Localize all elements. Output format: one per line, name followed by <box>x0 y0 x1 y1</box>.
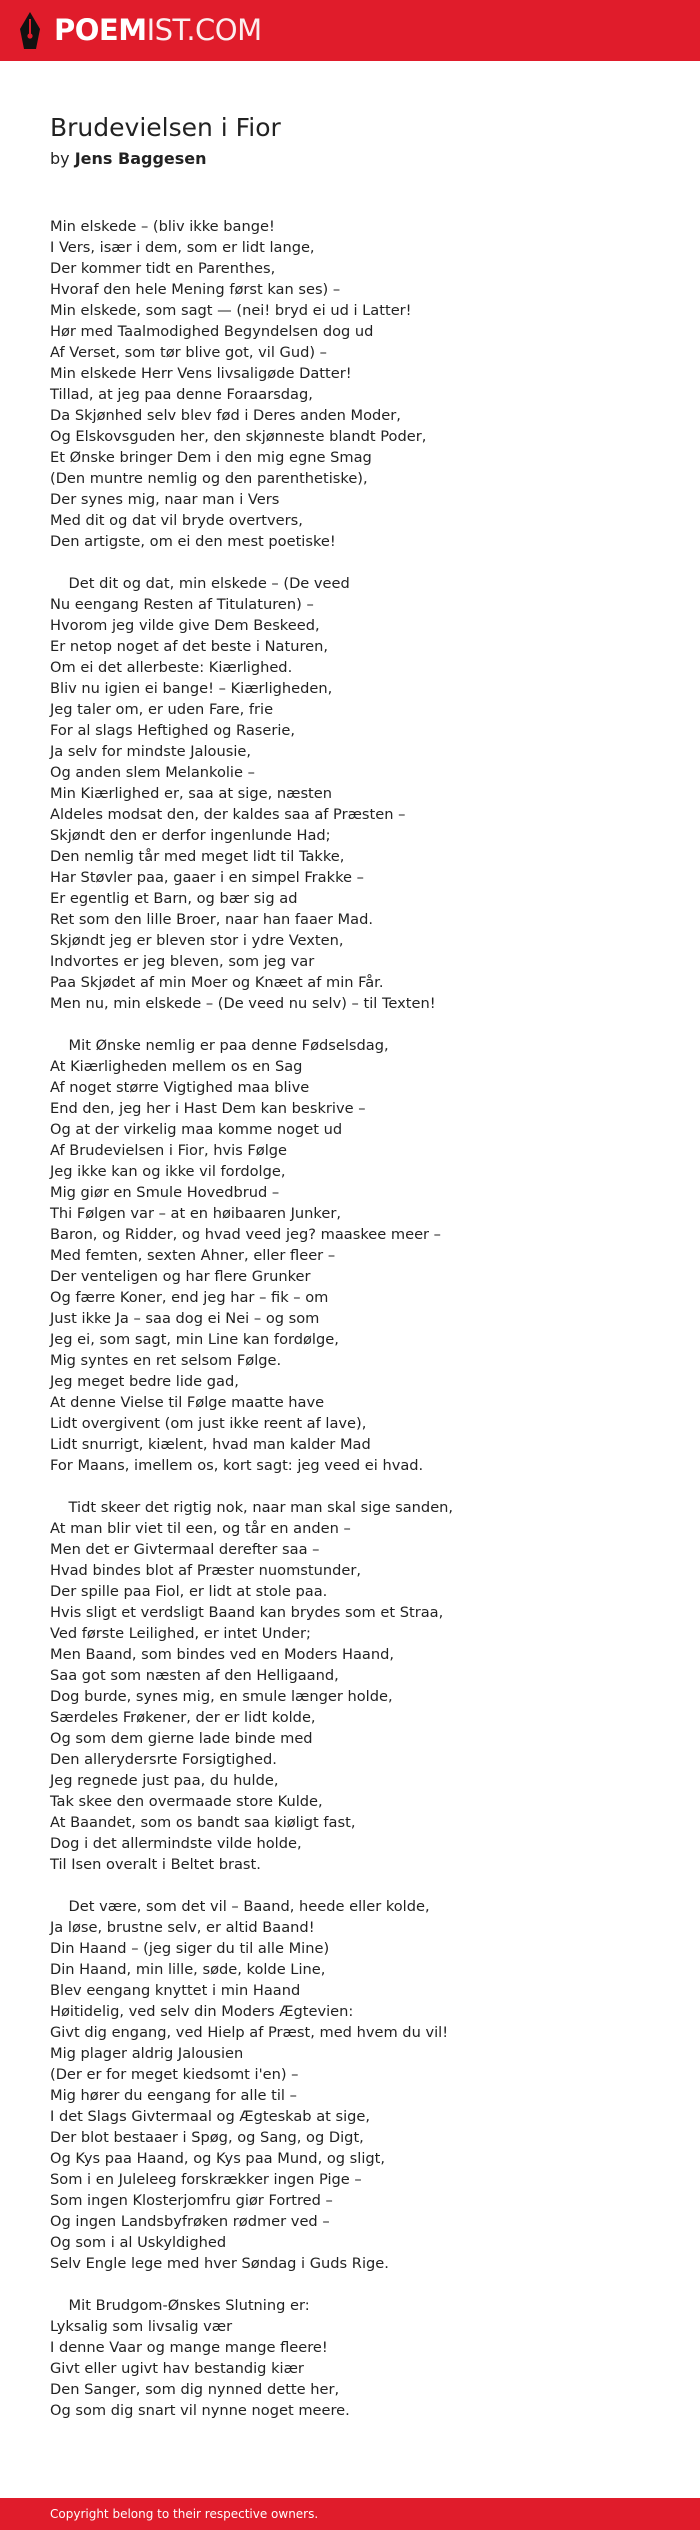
poem-line: Men Baand, som bindes ved en Moders Haand, <box>50 1646 394 1663</box>
poem-line: Din Haand – (jeg siger du til alle Mine) <box>50 1940 330 1957</box>
poem-line: Da Skjønhed selv blev fød i Deres anden Moder, <box>50 407 401 424</box>
poem-line: Indvortes er jeg bleven, som jeg var <box>50 953 315 970</box>
poem-line: Blev eengang knyttet i min Haand <box>50 1982 301 1999</box>
poem-body <box>50 216 660 2421</box>
poem-line: Jeg meget bedre lide gad, <box>50 1373 239 1390</box>
poem-line: Om ei det allerbeste: Kiærlighed. <box>50 659 293 676</box>
poem-title: Brudevielsen i Fior <box>50 113 281 142</box>
poem-line: At Baandet, som os bandt saa kiøligt fast, <box>50 1814 356 1831</box>
poem-line: Der blot bestaaer i Spøg, og Sang, og Digt, <box>50 2129 364 2146</box>
poem-line: Tillad, at jeg paa denne Foraarsdag, <box>50 386 313 403</box>
poem-line: Og at der virkelig maa komme noget ud <box>50 1121 343 1138</box>
poem-line: Mig hører du eengang for alle til – <box>50 2087 297 2104</box>
poem-line: Lyksalig som livsalig vær <box>50 2318 233 2335</box>
poem-line: Høitidelig, ved selv din Moders Ægtevien: <box>50 2003 354 2020</box>
poem-line: Og færre Koner, end jeg har – fik – om <box>50 1289 329 1306</box>
logo-text-bold: POEM <box>54 13 147 47</box>
poem-line: Jeg ikke kan og ikke vil fordolge, <box>50 1163 286 1180</box>
poem-line: Til Isen overalt i Beltet brast. <box>50 1856 261 1873</box>
poem-line: Og som dig snart vil nynne noget meere. <box>50 2402 350 2419</box>
poem-line: Af noget større Vigtighed maa blive <box>50 1079 310 1096</box>
poem-line: At denne Vielse til Følge maatte have <box>50 1394 325 1411</box>
poem-line: Jeg taler om, er uden Fare, frie <box>50 701 274 718</box>
poem-stanza <box>50 2295 660 2421</box>
poem-line: Hør med Taalmodighed Begyndelsen dog ud <box>50 323 374 340</box>
poem-line: Jeg ei, som sagt, min Line kan fordølge, <box>50 1331 339 1348</box>
poem-line: Som ingen Klosterjomfru giør Fortred – <box>50 2192 333 2209</box>
poem-line: Den artigste, om ei den mest poetiske! <box>50 533 336 550</box>
pen-nib-icon[interactable] <box>18 10 42 52</box>
poem-line: Tak skee den overmaade store Kulde, <box>50 1793 323 1810</box>
poem-line: Der venteligen og har flere Grunker <box>50 1268 311 1285</box>
poem-line: Og ingen Landsbyfrøken rødmer ved – <box>50 2213 330 2230</box>
poem-line: I denne Vaar og mange mange fleere! <box>50 2339 328 2356</box>
poem-line: Lidt snurrigt, kiælent, hvad man kalder Mad <box>50 1436 371 1453</box>
poem-line: Har Støvler paa, gaaer i en simpel Frakke – <box>50 869 364 886</box>
poem-line: Ja selv for mindste Jalousie, <box>50 743 251 760</box>
poem-line: For al slags Heftighed og Raserie, <box>50 722 296 739</box>
by-label: by <box>50 149 70 168</box>
poem-stanza <box>50 1035 660 1476</box>
site-logo[interactable] <box>54 13 262 47</box>
poem-line: (Der er for meget kiedsomt i'en) – <box>50 2066 299 2083</box>
poem-line: Givt dig engang, ved Hielp af Præst, med hvem du vil! <box>50 2024 449 2041</box>
poem-line: Saa got som næsten af den Helligaand, <box>50 1667 339 1684</box>
byline <box>50 148 660 170</box>
poem-line: Hvad bindes blot af Præster nuomstunder, <box>50 1562 362 1579</box>
poem-line: Mig syntes en ret selsom Følge. <box>50 1352 282 1369</box>
poem-stanza <box>50 1497 660 1875</box>
poem-line: Mig plager aldrig Jalousien <box>50 2045 244 2062</box>
poem-line: Og Kys paa Haand, og Kys paa Mund, og sligt, <box>50 2150 386 2167</box>
poem-line: Den allerydersrte Forsigtighed. <box>50 1751 277 1768</box>
poem-line: Tidt skeer det rigtig nok, naar man skal sige sanden, <box>50 1499 454 1516</box>
poem-line: Ja løse, brustne selv, er altid Baand! <box>50 1919 315 1936</box>
poem-stanza <box>50 1896 660 2274</box>
poem-line: Ved første Leilighed, er intet Under; <box>50 1625 311 1642</box>
poem-line: Min Kiærlighed er, saa at sige, næsten <box>50 785 332 802</box>
poem-line: (Den muntre nemlig og den parenthetiske), <box>50 470 368 487</box>
poem-line: Mit Brudgom-Ønskes Slutning er: <box>50 2297 310 2314</box>
poem-line: Nu eengang Resten af Titulaturen) – <box>50 596 314 613</box>
poem-line: Min elskede, som sagt — (nei! bryd ei ud i Latter! <box>50 302 412 319</box>
poem-line: Aldeles modsat den, der kaldes saa af Præsten – <box>50 806 406 823</box>
poem-line: Der synes mig, naar man i Vers <box>50 491 280 508</box>
poem-line: Der spille paa Fiol, er lidt at stole paa. <box>50 1583 328 1600</box>
poem-line: Og Elskovsguden her, den skjønneste blandt Poder, <box>50 428 427 445</box>
poem-line: Jeg regnede just paa, du hulde, <box>50 1772 279 1789</box>
poem-line: Paa Skjødet af min Moer og Knæet af min Får. <box>50 974 384 991</box>
poem-line: Ret som den lille Broer, naar han faaer Mad. <box>50 911 373 928</box>
poem-line: Af Verset, som tør blive got, vil Gud) – <box>50 344 327 361</box>
poem-line: Men det er Givtermaal derefter saa – <box>50 1541 320 1558</box>
poem-line: Min elskede – (bliv ikke bange! <box>50 218 275 235</box>
poem-line: Som i en Juleleeg forskrækker ingen Pige – <box>50 2171 362 2188</box>
poem-stanza <box>50 216 660 552</box>
poem-line: Hvorom jeg vilde give Dem Beskeed, <box>50 617 320 634</box>
poem-line: Baron, og Ridder, og hvad veed jeg? maaskee meer – <box>50 1226 441 1243</box>
poem-line: Hvis sligt et verdsligt Baand kan brydes som et Straa, <box>50 1604 444 1621</box>
poem-line: Men nu, min elskede – (De veed nu selv) – til Texten! <box>50 995 436 1012</box>
poem-line: Lidt overgivent (om just ikke reent af lave), <box>50 1415 367 1432</box>
poem-line: Særdeles Frøkener, der er lidt kolde, <box>50 1709 316 1726</box>
poem-line: Et Ønske bringer Dem i den mig egne Smag <box>50 449 372 466</box>
poem-line: At man blir viet til een, og tår en anden – <box>50 1520 351 1537</box>
poem-line: Og som dem gierne lade binde med <box>50 1730 313 1747</box>
poem-line: Der kommer tidt en Parenthes, <box>50 260 276 277</box>
logo-text-light: IST.COM <box>146 13 262 47</box>
poem-line: Givt eller ugivt hav bestandig kiær <box>50 2360 304 2377</box>
site-footer <box>0 2498 700 2530</box>
poem-line: Dog i det allermindste vilde holde, <box>50 1835 302 1852</box>
poem-line: Mit Ønske nemlig er paa denne Fødselsdag, <box>50 1037 389 1054</box>
poem-line: Min elskede Herr Vens livsaligøde Datter! <box>50 365 352 382</box>
poem-line: Den nemlig tår med meget lidt til Takke, <box>50 848 345 865</box>
poem-line: Just ikke Ja – saa dog ei Nei – og som <box>50 1310 320 1327</box>
poem-line: I Vers, især i dem, som er lidt lange, <box>50 239 315 256</box>
poem-line: Din Haand, min lille, søde, kolde Line, <box>50 1961 326 1978</box>
author-link[interactable]: Jens Baggesen <box>74 149 207 168</box>
poem-line: Skjøndt den er derfor ingenlunde Had; <box>50 827 331 844</box>
poem-line: Er egentlig et Barn, og bær sig ad <box>50 890 298 907</box>
poem-line: Det være, som det vil – Baand, heede eller kolde, <box>50 1898 430 1915</box>
poem-line: Det dit og dat, min elskede – (De veed <box>50 575 350 592</box>
poem-line: Med femten, sexten Ahner, eller fleer – <box>50 1247 336 1264</box>
poem-line: Thi Følgen var – at en høibaaren Junker, <box>50 1205 341 1222</box>
poem-line: Bliv nu igien ei bange! – Kiærligheden, <box>50 680 333 697</box>
poem-line: Og som i al Uskyldighed <box>50 2234 227 2251</box>
poem-line: Skjøndt jeg er bleven stor i ydre Vexten, <box>50 932 344 949</box>
site-header <box>0 0 700 61</box>
poem-line: Den Sanger, som dig nynned dette her, <box>50 2381 340 2398</box>
poem-line: Og anden slem Melankolie – <box>50 764 255 781</box>
copyright-text: Copyright belong to their respective owners. <box>50 2507 319 2521</box>
poem-line: End den, jeg her i Hast Dem kan beskrive – <box>50 1100 366 1117</box>
poem-line: Af Brudevielsen i Fior, hvis Følge <box>50 1142 288 1159</box>
poem-line: For Maans, imellem os, kort sagt: jeg veed ei hvad. <box>50 1457 424 1474</box>
poem-line: Hvoraf den hele Mening først kan ses) – <box>50 281 341 298</box>
poem-line: At Kiærligheden mellem os en Sag <box>50 1058 303 1075</box>
poem-line: I det Slags Givtermaal og Ægteskab at sige, <box>50 2108 371 2125</box>
poem-line: Mig giør en Smule Hovedbrud – <box>50 1184 280 1201</box>
poem-line: Selv Engle lege med hver Søndag i Guds Rige. <box>50 2255 389 2272</box>
poem-stanza <box>50 573 660 1014</box>
poem-line: Er netop noget af det beste i Naturen, <box>50 638 329 655</box>
poem-content <box>50 112 660 2442</box>
poem-line: Med dit og dat vil bryde overtvers, <box>50 512 303 529</box>
poem-line: Dog burde, synes mig, en smule længer holde, <box>50 1688 393 1705</box>
